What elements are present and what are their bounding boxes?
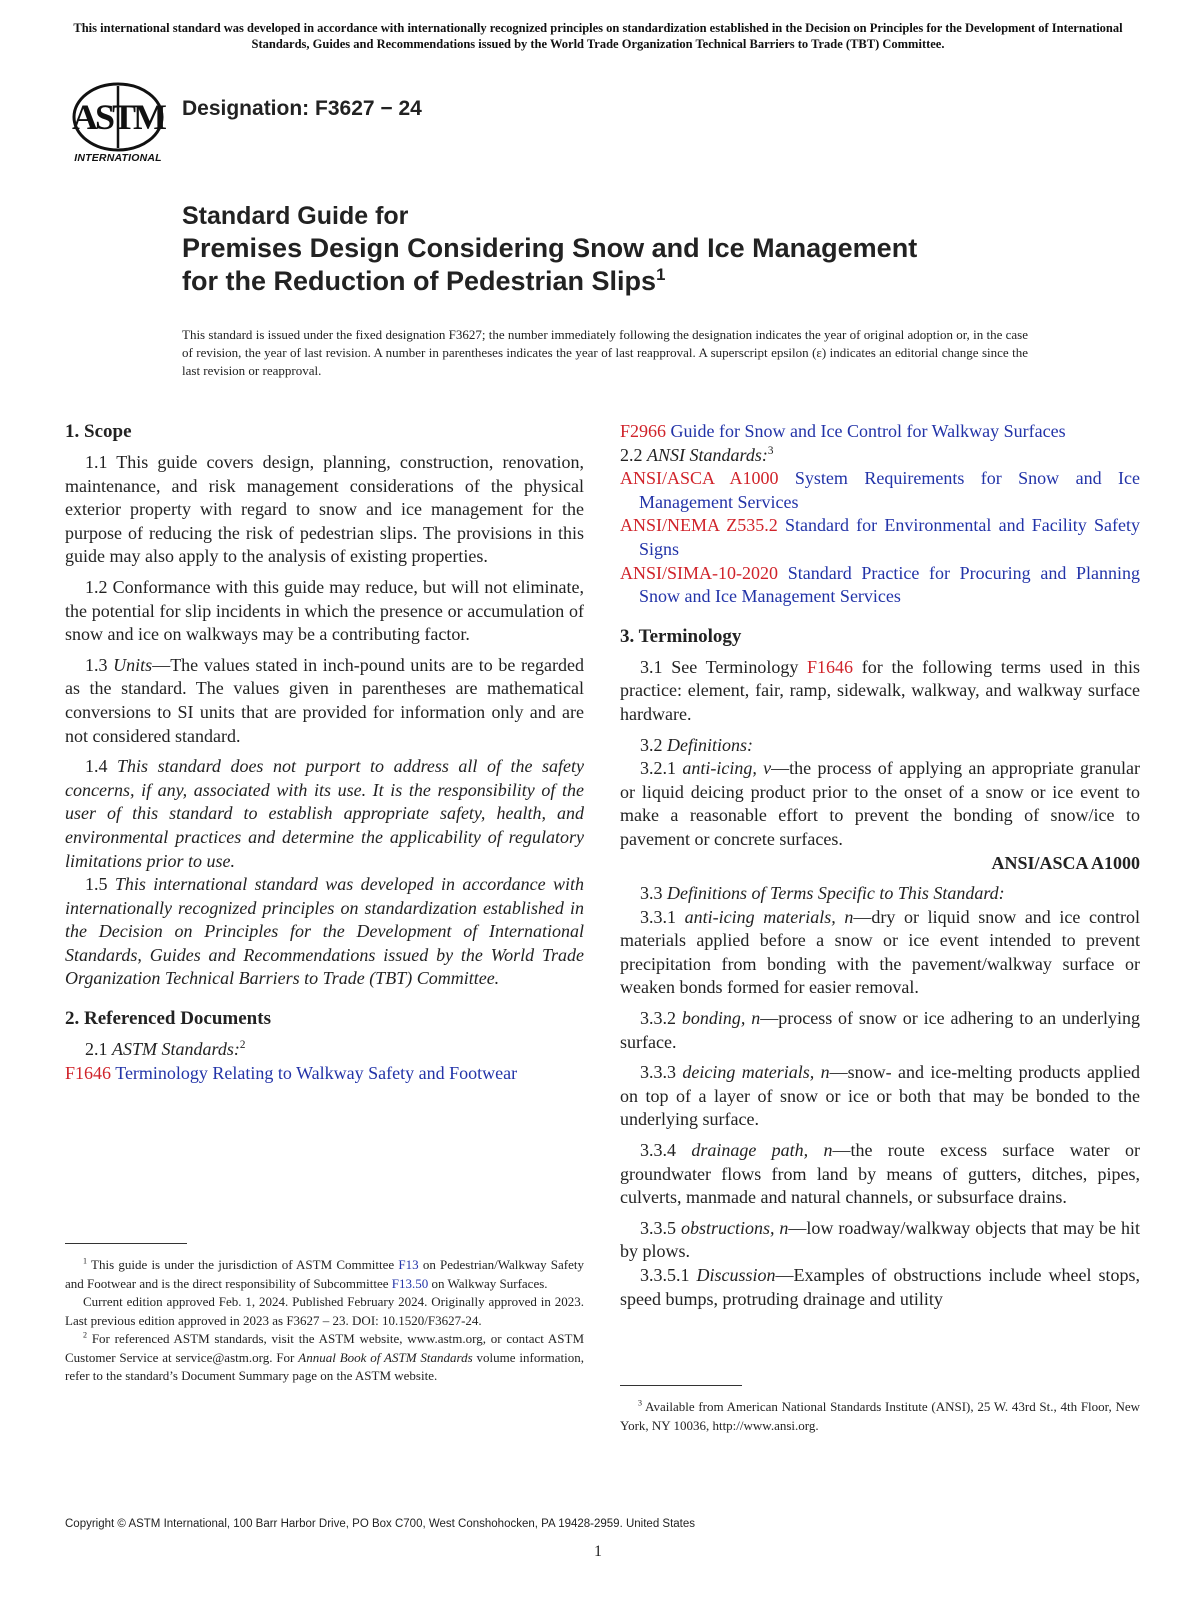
para-number: 3.3.4 (640, 1140, 676, 1161)
para-text: This standard does not purport to address all of the safety concerns, if any, associated with its use. It is the responsibility of the user of this standard to establish appropriate safety, health, and environmental practices and determine the applicability of regulatory limitations prior to use. (65, 756, 584, 871)
footnote: Current edition approved Feb. 1, 2024. Published February 2024. Originally approved in 2023. Last previous edition approved in 2023 as F3627 – 23. DOI: 10.1520/F3627-24. (65, 1294, 584, 1328)
svg-text:ASTM: ASTM (71, 97, 165, 137)
para-number: 1.4 (85, 756, 108, 777)
footnotes (65, 1256, 584, 1386)
footnote-text: on Walkway Surfaces. (428, 1275, 548, 1291)
definition (620, 1061, 1140, 1132)
footnote-rule (65, 1243, 187, 1244)
footnote-mark: 1 (83, 1256, 88, 1266)
reference-item[interactable] (620, 562, 1140, 609)
paragraph (620, 882, 1140, 906)
footnote-text: volume information, refer to the standard’s Document Summary page on the ASTM website. (65, 1349, 585, 1383)
definition-text: —the process of applying an appropriate granular or liquid deicing product prior to the onset of a snow or ice event to make a reasonable effort to prevent the bonding of snow/ice to pavement or concrete surfaces. (620, 758, 1141, 849)
footnote (65, 1330, 584, 1386)
para-number: 2.2 (620, 444, 643, 465)
footnotes (620, 1398, 1140, 1435)
footnote (65, 1256, 584, 1293)
reference-code[interactable]: ANSI/ASCA A1000 (620, 468, 779, 489)
footnote-mark: 2 (83, 1330, 88, 1340)
footnote-mark: 3 (638, 1398, 643, 1408)
page-number: 1 (594, 1543, 602, 1560)
paragraph (65, 873, 584, 991)
para-number: 3.2 (640, 734, 663, 755)
reference-item[interactable] (620, 467, 1140, 514)
title-line: Premises Design Considering Snow and Ice Management (182, 233, 918, 263)
reference-code[interactable]: ANSI/SIMA-10-2020 (620, 562, 779, 583)
para-text: This international standard was developed in accordance with internationally recognized principles on standardization established in the Decision on Principles for the Development of International Standards, Guides and Recommendations issued by the World Trade Organization Technical Barriers to Trade (TBT) Committee. (65, 874, 584, 989)
title-line (182, 265, 1082, 298)
para-number: 3.2.1 (640, 758, 676, 779)
term: anti-icing materials, n (684, 906, 854, 927)
section-heading: 1. Scope (65, 421, 132, 442)
para-number: 3.3.3 (640, 1062, 676, 1083)
definition (620, 1007, 1140, 1054)
footnote (620, 1398, 1140, 1435)
para-number: 3.3.5 (640, 1217, 676, 1238)
definition (620, 1139, 1140, 1210)
label: ASTM Standards: (112, 1039, 240, 1060)
para-text: 3.1 See Terminology (640, 656, 808, 677)
footnote-text: on Pedestrian/Walkway Safety and Footwear and is the direct responsibility of Subcommittee (65, 1257, 584, 1291)
para-number: 2.1 (85, 1039, 108, 1060)
designation: Designation: F3627 − 24 (182, 97, 422, 120)
footnote-text: For referenced ASTM standards, visit the ASTM website, www.astm.org, or contact ASTM Customer Service at service@astm.org. For (65, 1331, 585, 1365)
term: drainage path, n (691, 1140, 833, 1161)
definition (620, 757, 1140, 851)
paragraph (65, 654, 584, 748)
section-heading: 3. Terminology (620, 625, 742, 647)
astm-logo-icon (66, 82, 170, 152)
reference-code[interactable]: F1646 (65, 1062, 112, 1083)
subsection-label (65, 1038, 584, 1062)
footnote-text: This guide is under the jurisdiction of ASTM Committee (91, 1257, 399, 1272)
term: Discussion (696, 1265, 776, 1285)
paragraph (620, 656, 1140, 727)
astm-logo (66, 82, 170, 166)
label: Definitions: (667, 734, 753, 755)
para-number: 3.3.1 (640, 906, 676, 927)
reference-title[interactable]: System Requirements for Snow and Ice Management Services (639, 468, 1141, 512)
right-column (620, 420, 1140, 1311)
reference-code[interactable]: ANSI/NEMA Z535.2 (620, 515, 778, 536)
footnote-rule (620, 1385, 742, 1386)
reference-code[interactable]: F1646 (807, 656, 854, 677)
definition (620, 1217, 1140, 1264)
committee-link[interactable]: F13 (398, 1257, 419, 1272)
paragraph (65, 755, 584, 873)
subsection-label (620, 444, 1140, 468)
paragraph: 1.1 This guide covers design, planning, construction, renovation, maintenance, and risk management considerations of the physical exterior property with regard to snow and ice management for the purpose of reducing the risk of pedestrian slips. The provisions in this guide may also apply to the analysis of existing properties. (65, 452, 584, 567)
para-number: 3.3 (640, 883, 663, 904)
title-text: for the Reduction of Pedestrian Slips (182, 266, 657, 296)
left-column (65, 420, 584, 1085)
reference-title[interactable]: Standard Practice for Procuring and Planning Snow and Ice Management Services (639, 562, 1141, 607)
copyright-line: Copyright © ASTM International, 100 Barr Harbor Drive, PO Box C700, West Conshohocken, PA 19428-2959. United States (65, 1518, 696, 1530)
para-text: —The values stated in inch-pound units are to be regarded as the standard. The values given in parentheses are mathematical conversions to SI units that are provided for information only and are not considered standard. (65, 654, 585, 746)
document-title (182, 200, 1082, 298)
discussion (620, 1264, 1140, 1311)
reference-title[interactable]: Standard for Environmental and Facility Safety Signs (639, 515, 1140, 559)
definition-source: ANSI/ASCA A1000 (991, 852, 1140, 873)
term: anti-icing, v (682, 758, 772, 779)
definition-text: —low roadway/walkway objects that may be hit by plows. (620, 1217, 1140, 1262)
definition (620, 906, 1140, 1000)
title-line: Standard Guide for (182, 202, 409, 230)
footnote-text: Available from American National Standards Institute (ANSI), 25 W. 43rd St., 4th Floor, New York, NY 10036, http://www.ansi.org. (620, 1399, 1140, 1433)
para-number: 3.3.2 (640, 1008, 676, 1029)
section-heading: 2. Referenced Documents (65, 1008, 271, 1030)
term: deicing materials, n (682, 1062, 830, 1083)
para-number: 1.5 (85, 874, 108, 895)
label: Definitions of Terms Specific to This Standard: (667, 883, 1005, 904)
reference-title[interactable]: Guide for Snow and Ice Control for Walkway Surfaces (670, 421, 1066, 441)
logo-text: INTERNATIONAL (74, 152, 162, 164)
term: Units (113, 654, 153, 675)
discussion-text: —Examples of obstructions include wheel stops, speed bumps, protruding drainage and utility (620, 1265, 1140, 1309)
reference-item[interactable] (620, 420, 1140, 444)
footnote-text: Annual Book of ASTM Standards (298, 1349, 473, 1365)
paragraph (620, 734, 1140, 758)
definition-text: —the route excess surface water or groundwater flows from land by means of gutters, ditches, pipes, culverts, manmade and natural channels, or subsurface drains. (620, 1140, 1140, 1208)
definition-text: —snow- and ice-melting products applied on top of a layer of snow or ice or both that may be bonded to the underlying surface. (620, 1062, 1140, 1130)
reference-item[interactable] (620, 514, 1140, 561)
reference-item[interactable] (65, 1062, 584, 1086)
footnote-mark: 3 (767, 444, 774, 457)
definition-text: —process of snow or ice adhering to an underlying surface. (620, 1008, 1140, 1052)
reference-title[interactable]: Terminology Relating to Walkway Safety and Footwear (115, 1062, 518, 1083)
wto-notice: This international standard was developed in accordance with internationally recognized principles on standardization established in the Decision on Principles for the Development of International Standards, Guides and Recommendations issued by the World Trade Organization Technical Barriers to Trade (TBT) Committee. (73, 21, 1123, 51)
label: ANSI Standards: (647, 444, 768, 465)
para-number: 1.3 (85, 654, 108, 675)
footnote-mark: 2 (239, 1039, 246, 1052)
para-text: for the following terms used in this practice: element, fair, ramp, sidewalk, walkway, and walkway surface hardware. (620, 656, 1141, 724)
term: bonding, n (681, 1008, 761, 1029)
term: obstructions, n (680, 1217, 789, 1238)
definition-text: —dry or liquid snow and ice control materials applied before a snow or ice event intended to prevent precipitation from bonding with the pavement/walkway surface or weaken bonds formed for easier removal. (620, 906, 1141, 998)
issuance-statement: This standard is issued under the fixed designation F3627; the number immediately following the designation indicates the year of original adoption or, in the case of revision, the year of last revision. A number in parentheses indicates the year of last reapproval. A superscript epsilon (ε) indicates an editorial change since the last revision or reapproval. (182, 327, 1028, 378)
subcommittee-link[interactable]: F13.50 (391, 1275, 429, 1291)
reference-code[interactable]: F2966 (620, 421, 667, 441)
footnote-mark: 1 (656, 265, 666, 284)
paragraph: 1.2 Conformance with this guide may reduce, but will not eliminate, the potential for slip incidents in which the presence or accumulation of snow and ice on walkways may be a contributing factor. (65, 576, 584, 645)
para-number: 3.3.5.1 (640, 1265, 690, 1285)
